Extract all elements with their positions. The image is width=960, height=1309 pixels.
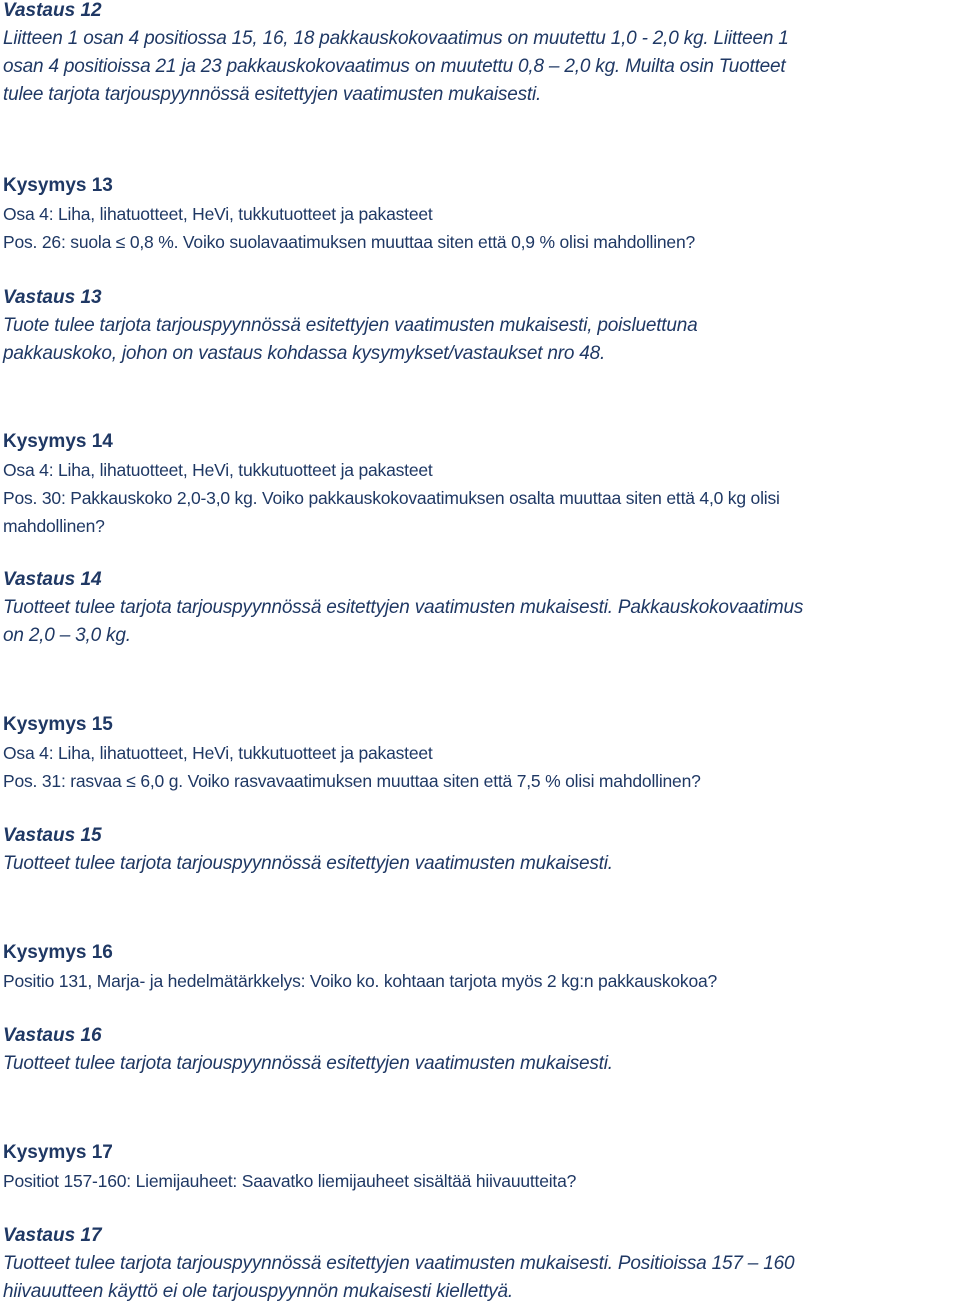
question-heading: Kysymys 17 — [3, 1142, 113, 1163]
answer-heading: Vastaus 14 — [3, 569, 102, 590]
answer-text-line: hiivauutteen käyttö ei ole tarjouspyynnön mukaisesti kiellettyä. — [3, 1281, 513, 1302]
answer-text-line: on 2,0 – 3,0 kg. — [3, 625, 131, 646]
answer-text-line: Tuotteet tulee tarjota tarjouspyynnössä esitettyjen vaatimusten mukaisesti. Pakkauskokovaatimus — [3, 597, 804, 618]
question-block-15 — [3, 711, 957, 795]
answer-block-17 — [3, 1222, 957, 1306]
answer-heading: Vastaus 12 — [3, 0, 102, 21]
answer-block-15 — [3, 822, 957, 878]
question-heading: Kysymys 15 — [3, 714, 113, 735]
question-text-line: Osa 4: Liha, lihatuotteet, HeVi, tukkutuotteet ja pakasteet — [3, 743, 433, 763]
answer-block-12 — [3, 0, 957, 109]
question-text-line: Pos. 31: rasvaa ≤ 6,0 g. Voiko rasvavaatimuksen muuttaa siten että 7,5 % olisi mahdollinen? — [3, 771, 701, 791]
answer-text-line: Tuotteet tulee tarjota tarjouspyynnössä esitettyjen vaatimusten mukaisesti. — [3, 1053, 613, 1074]
question-text-line: Pos. 30: Pakkauskoko 2,0-3,0 kg. Voiko pakkauskokovaatimuksen osalta muuttaa siten että 4,0 kg olisi — [3, 488, 780, 508]
answer-text-line: Tuotteet tulee tarjota tarjouspyynnössä esitettyjen vaatimusten mukaisesti. — [3, 853, 613, 874]
question-heading: Kysymys 13 — [3, 175, 113, 196]
question-text-line: Positio 131, Marja- ja hedelmätärkkelys: Voiko ko. kohtaan tarjota myös 2 kg:n pakkauskokoa? — [3, 971, 718, 991]
question-text-line: Osa 4: Liha, lihatuotteet, HeVi, tukkutuotteet ja pakasteet — [3, 204, 433, 224]
answer-heading: Vastaus 13 — [3, 287, 102, 308]
question-heading: Kysymys 16 — [3, 942, 113, 963]
question-text-line: mahdollinen? — [3, 516, 105, 536]
question-block-16 — [3, 939, 957, 995]
question-text-line: Pos. 26: suola ≤ 0,8 %. Voiko suolavaatimuksen muuttaa siten että 0,9 % olisi mahdollinen? — [3, 232, 696, 252]
answer-heading: Vastaus 17 — [3, 1225, 102, 1246]
answer-block-16 — [3, 1022, 957, 1078]
answer-heading: Vastaus 16 — [3, 1025, 102, 1046]
question-heading: Kysymys 14 — [3, 431, 113, 452]
answer-text-line: Tuote tulee tarjota tarjouspyynnössä esitettyjen vaatimusten mukaisesti, poisluettuna — [3, 315, 698, 336]
question-text-line: Positiot 157-160: Liemijauheet: Saavatko liemijauheet sisältää hiivauutteita? — [3, 1171, 577, 1191]
question-block-17 — [3, 1139, 957, 1195]
answer-text-line: tulee tarjota tarjouspyynnössä esitettyjen vaatimusten mukaisesti. — [3, 84, 542, 105]
answer-block-14 — [3, 566, 957, 650]
answer-text-line: Tuotteet tulee tarjota tarjouspyynnössä esitettyjen vaatimusten mukaisesti. Positioissa 157 – 160 — [3, 1253, 795, 1274]
answer-text-line: osan 4 positioissa 21 ja 23 pakkauskokovaatimus on muutettu 0,8 – 2,0 kg. Muilta osin Tuotteet — [3, 56, 786, 77]
question-block-14 — [3, 428, 957, 540]
question-block-13 — [3, 172, 957, 256]
answer-text-line: pakkauskoko, johon on vastaus kohdassa kysymykset/vastaukset nro 48. — [3, 343, 606, 364]
question-text-line: Osa 4: Liha, lihatuotteet, HeVi, tukkutuotteet ja pakasteet — [3, 460, 433, 480]
answer-text-line: Liitteen 1 osan 4 positiossa 15, 16, 18 pakkauskokovaatimus on muutettu 1,0 - 2,0 kg. Liitteen 1 — [3, 28, 789, 49]
answer-heading: Vastaus 15 — [3, 825, 102, 846]
answer-block-13 — [3, 284, 957, 368]
